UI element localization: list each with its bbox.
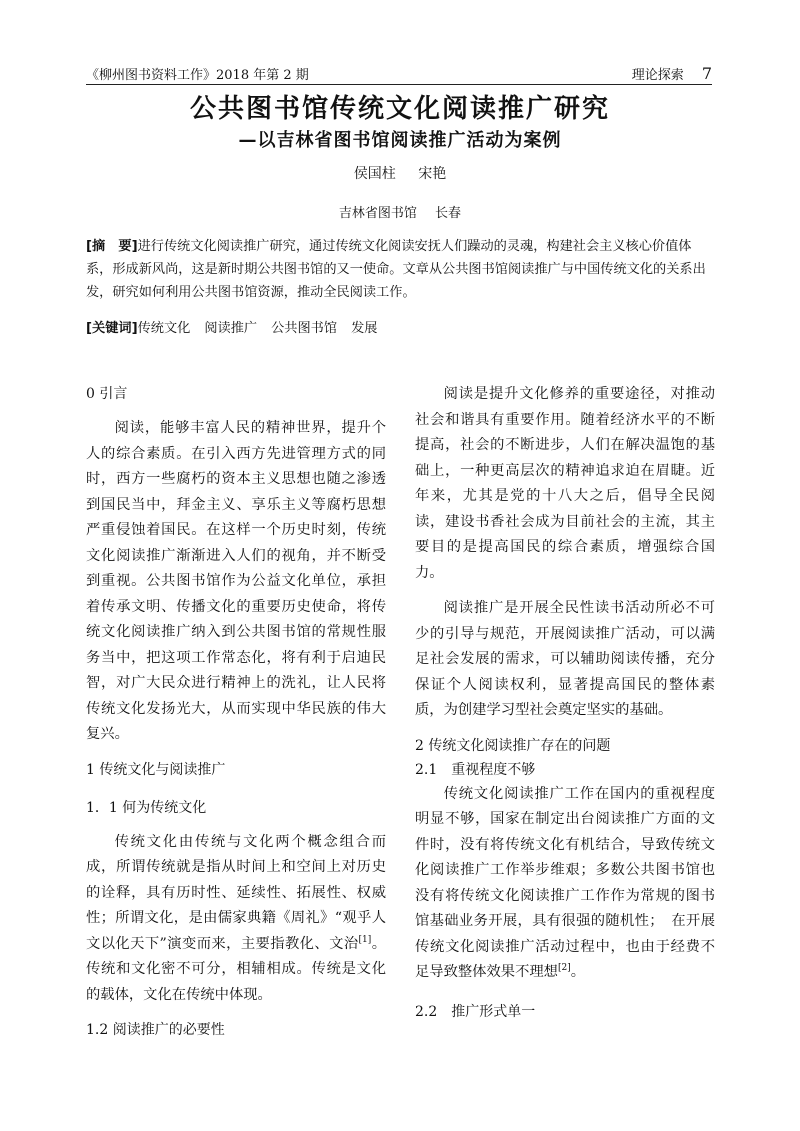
- paragraph: [86, 830, 386, 1009]
- article-title: 公共图书馆传统文化阅读推广研究: [189, 94, 610, 124]
- left-column: [86, 382, 386, 1042]
- abstract-label: [摘 要]: [86, 239, 138, 254]
- journal-citation: 《柳州图书资料工作》2018 年第 2 期: [86, 68, 309, 83]
- article-subtitle: —以吉林省图书馆阅读推广活动为案例: [238, 130, 562, 151]
- paragraph: [415, 782, 715, 986]
- keywords-label: [关键词]: [86, 321, 138, 336]
- header-rule: [86, 84, 712, 85]
- abstract: [86, 235, 716, 304]
- keywords: [86, 317, 716, 340]
- abstract-text: 进行传统文化阅读推广研究，通过传统文化阅读安抚人们躁动的灵魂，构建社会主义核心价值体系，形成新风尚，这是新时期公共图书馆的又一使命。文章从公共图书馆阅读推广与中国传统文化的关系出发，研究如何利用公共图书馆资源，推动全民阅读工作。: [86, 239, 706, 300]
- subsection-heading: 1.2 阅读推广的必要性: [86, 1022, 225, 1038]
- citation-ref: [1]: [358, 934, 372, 945]
- section-heading: 2 传统文化阅读推广存在的问题: [415, 737, 611, 754]
- keyword: 公共图书馆: [271, 321, 338, 336]
- section-name: 理论探索: [631, 68, 684, 83]
- section-heading: 1 传统文化与阅读推广: [86, 761, 226, 778]
- paragraph-text: 。: [570, 964, 586, 980]
- paragraph: 阅读推广是开展全民性读书活动所必不可少的引导与规范，开展阅读推广活动，可以满足社会发展的需求，可以辅助阅读传播，充分保证个人阅读权利，显著提高国民的整体素质，为创建学习型社会奠定坚实的基础。: [415, 600, 715, 718]
- keyword: 发展: [351, 321, 378, 336]
- section-and-page: [632, 64, 712, 83]
- right-column: [415, 382, 715, 1024]
- page-number: 7: [701, 64, 712, 83]
- keyword: 阅读推广: [204, 321, 258, 336]
- citation-ref: [2]: [557, 963, 571, 974]
- subsection-heading: 2.2 推广形式单一: [415, 1003, 536, 1020]
- paragraph: 阅读是提升文化修养的重要途径，对推动社会和谐具有重要作用。随着经济水平的不断提高，社会的不断进步，人们在解决温饱的基础上，一种更高层次的精神追求迫在眉睫。近年来，尤其是党的十八大之后，倡导全民阅读，建设书香社会成为目前社会的主流，其主要目的是提高国民的综合素质，增强综合国力。: [415, 386, 715, 581]
- author-affiliation: 吉林省图书馆 长春: [338, 206, 462, 221]
- article-authors: 侯国柱 宋艳: [353, 166, 447, 182]
- paragraph-text: 传统文化阅读推广工作在国内的重视程度明显不够，国家在制定出台阅读推广方面的文件时，没有将传统文化有机结合，导致传统文化阅读推广工作举步维艰；多数公共图书馆也没有将传统文化阅读推广工作作为常规的图书馆基础业务开展，具有很强的随机性； 在开展传统文化阅读推广活动过程中，也由于经费不足导致整体效果不理想: [415, 785, 715, 980]
- running-header: [86, 62, 712, 82]
- paragraph: 阅读，能够丰富人民的精神世界，提升个人的综合素质。在引入西方先进管理方式的同时，西方一些腐朽的资本主义思想也随之渗透到国民当中，拜金主义、享乐主义等腐朽思想严重侵蚀着国民。在这样一个历史时刻，传统文化阅读推广渐渐进入人们的视角，并不断受到重视。公共图书馆作为公益文化单位，承担着传承文明、传播文化的重要历史使命，将传统文化阅读推广纳入到公共图书馆的常规性服务当中，把这项工作常态化，将有利于启迪民智，对广大民众进行精神上的洗礼，让人民将传统文化发扬光大，从而实现中华民族的伟大复兴。: [86, 420, 386, 742]
- subsection-heading: 1．1 何为传统文化: [86, 799, 207, 816]
- paragraph-text: 传统文化由传统与文化两个概念组合而成，所谓传统就是指从时间上和空间上对历史的诠释，具有历时性、延续性、拓展性、权威性；所谓文化，是由儒家典籍《周礼》“观乎人文以化天下”演变而来，主要指教化、文治: [86, 833, 386, 952]
- keyword: 传统文化: [137, 321, 191, 336]
- subsection-heading: 2.1 重视程度不够: [415, 761, 536, 778]
- section-heading: 0 引言: [86, 386, 128, 402]
- paragraph-text: 。传统和文化密不可分，相辅相成。传统是文化的载体，文化在传统中体现。: [86, 935, 387, 1003]
